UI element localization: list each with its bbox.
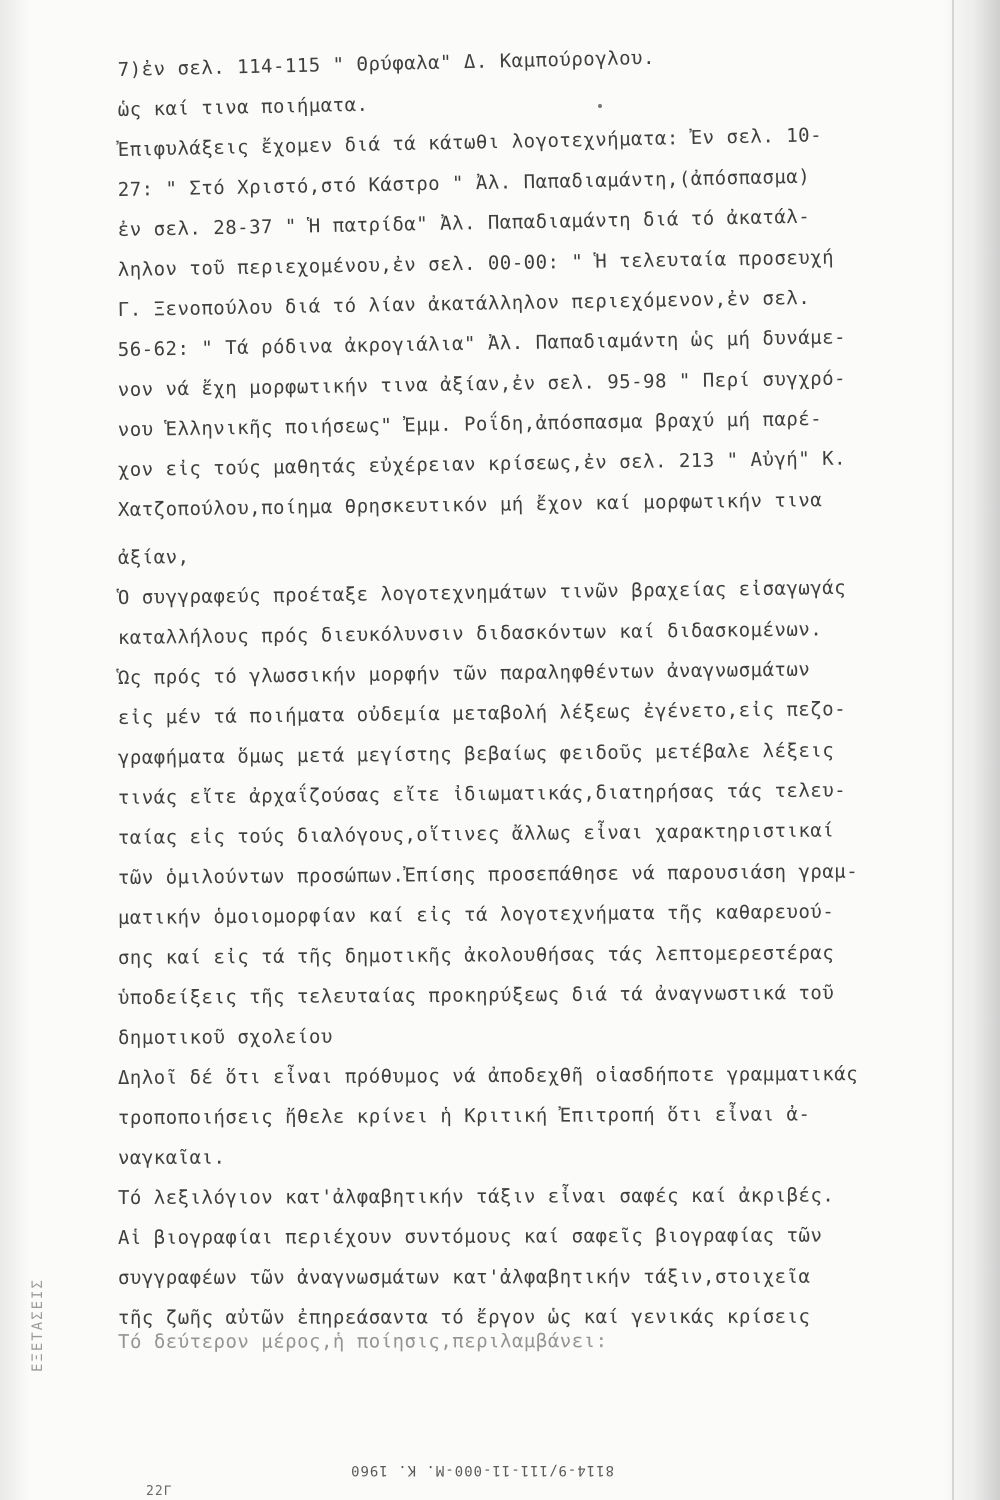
text-line: Δηλοῖ δέ ὅτι εἶναι πρόθυμος νά ἀποδεχθῆ οἱασδήποτε γραμματικάς <box>117 1063 859 1089</box>
text-line: γραφήματα ὅμως μετά μεγίστης βεβαίως φειδοῦς μετέβαλε λέξεις <box>117 739 835 769</box>
text-line: 56-62: " Τά ρόδινα ἀκρογιάλια" Ἀλ. Παπαδιαμάντη ὡς μή δυνάμε- <box>117 326 847 361</box>
text-line: ὑποδείξεις τῆς τελευταίας προκηρύξεως διά τά ἀναγνωστικά τοῦ <box>117 981 835 1009</box>
text-line: δημοτικοῦ σχολείου <box>117 1025 333 1049</box>
text-line: Τό λεξιλόγιον κατ'ἀλφαβητικήν τάξιν εἶναι σαφές καί ἀκριβές. <box>117 1184 835 1209</box>
text-line: ματικήν ὁμοιομορφίαν καί εἰς τά λογοτεχνήματα τῆς καθαρευού- <box>117 900 835 929</box>
text-line: ταίας εἰς τούς διαλόγους,οἵτινες ἄλλως εἶναι χαρακτηριστικαί <box>117 819 835 849</box>
text-line: ἀξίαν, <box>117 546 190 569</box>
text-line: χον εἰς τούς μαθητάς εὐχέρειαν κρίσεως,ἐν σελ. 213 " Αὐγή" Κ. <box>117 447 847 481</box>
text-line: 7)ἐν σελ. 114-115 " Θρύφαλα" Δ. Καμπούρογλου. <box>117 46 656 81</box>
text-line: νον νά ἔχη μορφωτικήν τινα ἀξίαν,ἐν σελ. 95-98 " Περί συγχρό- <box>117 367 847 401</box>
archive-side-stamp: ΕΞΕΤΑΣΕΙΣ <box>30 1278 46 1372</box>
text-line: νου Ἑλληνικῆς ποιήσεως" Ἐμμ. Ροΐδη,ἀπόσπασμα βραχύ μή παρέ- <box>117 407 823 441</box>
page-corner-mark: 22Γ <box>146 1484 173 1499</box>
text-line: Ὡς πρός τό γλωσσικήν μορφήν τῶν παραληφθέντων ἀναγνωσμάτων <box>117 658 811 689</box>
text-line: Ἐπιφυλάξεις ἔχομεν διά τά κάτωθι λογοτεχνήματα: Ἐν σελ. 10- <box>117 124 823 161</box>
text-line: σης καί εἰς τά τῆς δημοτικῆς ἀκολουθήσας τάς λεπτομερεστέρας <box>117 941 835 969</box>
text-line: Χατζοπούλου,ποίημα θρησκευτικόν μή ἔχον καί μορφωτικήν τινα <box>117 489 823 521</box>
typed-text-body <box>117 46 958 1353</box>
text-line: Γ. Ξενοπούλου διά τό λίαν ἀκατάλληλον περιεχόμενον,ἐν σελ. <box>117 286 811 321</box>
text-line: ληλον τοῦ περιεχομένου,ἐν σελ. 00-00: " Ἡ τελευταία προσευχή <box>117 246 835 281</box>
text-line: ναγκαῖαι. <box>117 1146 226 1169</box>
text-line: εἰς μέν τά ποιήματα οὐδεμία μεταβολή λέξεως ἐγένετο,εἰς πεζο- <box>117 698 847 729</box>
text-line: ὡς καί τινα ποιήματα. <box>117 93 369 121</box>
text-line: Αἱ βιογραφίαι περιέχουν συντόμους καί σαφεῖς βιογραφίας τῶν <box>117 1224 823 1249</box>
text-line-faded: Τό δεύτερον μέρος,ἡ ποίησις,περιλαμβάνει: <box>117 1330 608 1353</box>
text-line: καταλλήλους πρός διευκόλυνσιν διδασκόντων καί διδασκομένων. <box>117 618 823 649</box>
text-line: συγγραφέων τῶν ἀναγνωσμάτων κατ'ἀλφαβητικήν τάξιν,στοιχεῖα <box>117 1265 811 1289</box>
text-line: τῆς ζωῆς αὐτῶν ἐπηρεάσαντα τό ἔργον ὡς καί γενικάς κρίσεις <box>117 1305 811 1329</box>
text-line: τινάς εἴτε ἀρχαΐζούσας εἴτε ἰδιωματικάς,διατηρήσας τάς τελευ- <box>117 779 847 809</box>
printer-footer-stamp: 8114-9/111-11-000-M. K. 1960 <box>350 1462 615 1478</box>
text-line: τροποποιήσεις ἤθελε κρίνει ἡ Κριτική Ἐπιτροπή ὅτι εἶναι ἀ- <box>117 1103 811 1129</box>
page-left-shadow <box>0 0 30 1500</box>
text-line: 27: " Στό Χριστό,στό Κάστρο " Ἀλ. Παπαδιαμάντη,(ἀπόσπασμα) <box>117 165 811 201</box>
text-line: τῶν ὁμιλούντων προσώπων.Ἐπίσης προσεπάθησε νά παρουσιάση γραμ- <box>117 860 859 889</box>
text-line: ἐν σελ. 28-37 " Ἡ πατρίδα" Ἀλ. Παπαδιαμάντη διά τό ἀκατάλ- <box>117 205 811 241</box>
text-line: Ὁ συγγραφεύς προέταξε λογοτεχνημάτων τινῶν βραχείας εἰσαγωγάς <box>117 576 847 609</box>
